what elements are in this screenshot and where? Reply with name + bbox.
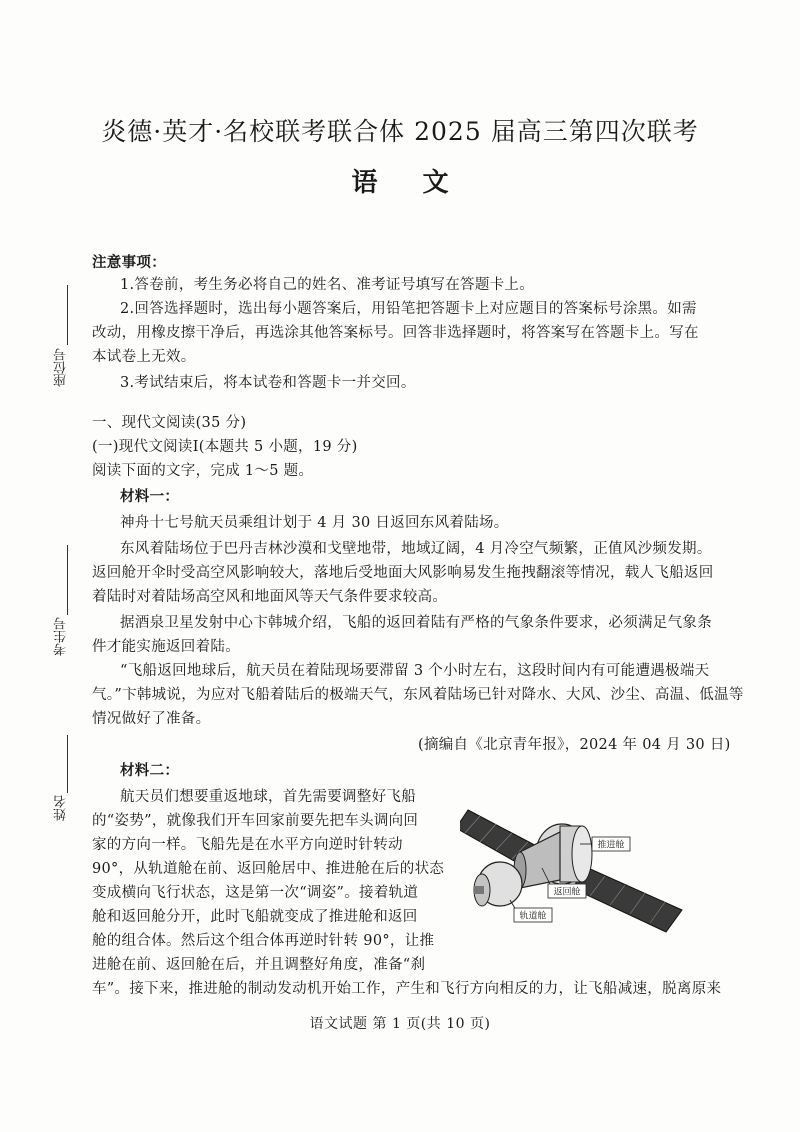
material1-line: 件才能实施返回着陆。 [92, 639, 240, 655]
orbital-label: 轨道舱 [519, 911, 547, 922]
notice-line: 1.答卷前，考生务必将自己的姓名、准考证号填写在答题卡上。 [120, 277, 535, 293]
propulsion-label: 推进舱 [597, 840, 625, 851]
material1-line: 气。”卞韩城说，为应对飞船着陆后的极端天气，东风着陆场已针对降水、大风、沙尘、高温、低温等 [92, 687, 744, 703]
material2-line: 家的方向一样。飞船先是在水平方向逆时针转动 [92, 837, 403, 853]
material1-source: (摘编自《北京青年报》，2024 年 04 月 30 日) [418, 737, 731, 753]
material2-label: 材料二： [120, 762, 180, 779]
material1-line: “飞船返回地球后，航天员在着陆现场要滞留 3 个小时左右，这段时间内有可能遭遇极端天 [120, 663, 710, 679]
exam-no-label: 考生号 [54, 617, 69, 656]
orbital-module [474, 862, 522, 906]
notice-line: 改动，用橡皮擦干净后，再选涂其他答案标号。回答非选择题时，将答案写在答题卡上。写在 [92, 325, 699, 341]
exam-title: 炎德·英才·名校联考联合体 2025 届高三第四次联考 [101, 117, 699, 146]
material1-line: 返回舱开伞时受高空风影响较大，落地后受地面大风影响易发生拖拽翻滚等情况，载人飞船返回 [92, 565, 714, 581]
material2-line: 变成横向飞行状态，这是第一次“调姿”。接着轨道 [92, 885, 419, 901]
subsection-heading: (一)现代文阅读Ⅰ(本题共 5 小题，19 分) [92, 439, 358, 455]
material2-line: 车”。接下来，推进舱的制动发动机开始工作，产生和飞行方向相反的力，让飞船减速，脱离原来 [92, 981, 722, 997]
subject-title: 语 文 [351, 168, 467, 198]
section-heading: 一、现代文阅读(35 分) [92, 415, 247, 431]
material2-line: 的“姿势”，就像我们开车回家前要先把车头调向回 [92, 813, 419, 829]
material2-line: 舱的组合体。然后这个组合体再逆时针转 90°，让推 [92, 933, 435, 949]
material1-label: 材料一： [120, 488, 180, 505]
reentry-label: 返回舱 [553, 887, 581, 898]
notice-heading: 注意事项： [92, 254, 166, 271]
material1-line: 东风着陆场位于巴丹吉林沙漠和戈壁地带，地域辽阔，4 月冷空气频繁，正值风沙频发期。 [120, 541, 712, 557]
material2-line: 舱和返回舱分开，此时飞船就变成了推进舱和返回 [92, 909, 418, 925]
spacecraft-figure [460, 792, 690, 942]
solar-panel-right [572, 868, 682, 932]
instruction: 阅读下面的文字，完成 1～5 题。 [92, 463, 314, 479]
seat-underline [67, 285, 68, 345]
material1-line: 据酒泉卫星发射中心卞韩城介绍，飞船的返回着陆有严格的气象条件要求，必须满足气象条 [120, 615, 712, 631]
material1-line: 神舟十七号航天员乘组计划于 4 月 30 日返回东风着陆场。 [120, 515, 509, 531]
material1-line: 情况做好了准备。 [92, 711, 211, 727]
notice-line: 2.回答选择题时，选出每小题答案后，用铅笔把答题卡上对应题目的答案标号涂黑。如需 [120, 301, 697, 317]
notice-line: 3.考试结束后，将本试卷和答题卡一并交回。 [120, 375, 416, 391]
seat-label: 座位号 [54, 348, 69, 387]
page-footer: 语文试题 第 1 页(共 10 页) [309, 1016, 491, 1032]
notice-line: 本试卷上无效。 [92, 349, 196, 365]
material2-line: 进舱在前、返回舱在后，并且调整好角度，准备“刹 [92, 957, 426, 973]
material2-line: 90°，从轨道舱在前、返回舱居中、推进舱在后的状态 [92, 861, 445, 877]
name-label: 姓名 [54, 795, 69, 821]
material1-line: 着陆时对着陆场高空风和地面风等天气条件要求较高。 [92, 589, 448, 605]
material2-line: 航天员们想要重返地球，首先需要调整好飞船 [120, 789, 416, 805]
exam-no-underline [67, 545, 68, 615]
name-underline [67, 735, 68, 793]
